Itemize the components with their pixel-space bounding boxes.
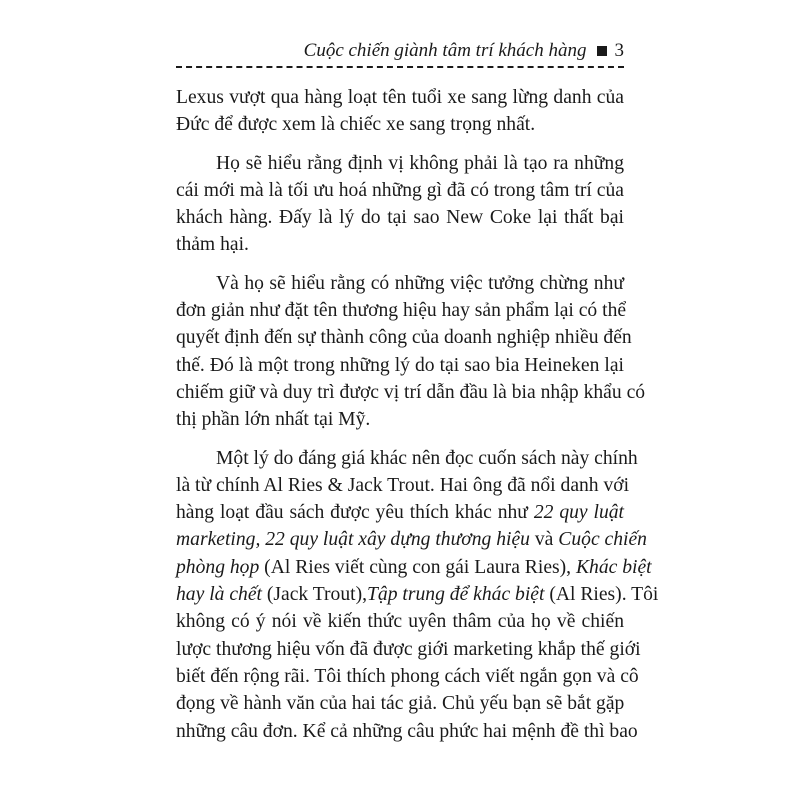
text-line [176,718,638,745]
text-run: lược thương hiệu vốn đã được giới marketing khắp thế giới [176,638,641,660]
book-title-italic: 22 quy luật [533,502,624,524]
text-line [176,204,624,231]
text-run: Lexus vượt qua hàng loạt tên tuổi xe sang lừng danh của [176,87,624,108]
text-line [176,663,639,690]
paragraph [176,445,659,745]
text-run: (Al Ries viết cùng con gái Laura Ries), [259,556,576,578]
text-run: Họ sẽ hiểu rằng định vị không phải là tạo ra những [216,152,624,174]
text-line [176,690,624,717]
text-run: và [529,529,559,551]
text-line [176,636,641,663]
text-run: thế. Đó là một trong những lý do tại sao bia Heineken lại [176,354,624,376]
text-line [176,608,624,635]
square-bullet-icon [597,46,607,56]
text-run: thảm hại. [176,234,249,256]
text-run: đọng về hành văn của hai tác giả. Chủ yếu bạn sẽ bắt gặp [176,693,625,715]
text-line [176,379,646,406]
text-line [176,352,624,379]
text-line [176,581,659,608]
text-run: biết đến rộng rãi. Tôi thích phong cách viết ngắn gọn và cô [176,665,639,687]
paragraph [176,84,624,139]
paragraph-gap [176,259,624,270]
paragraph-gap [176,434,624,445]
text-line [176,499,624,526]
text-run: (Jack Trout), [261,584,368,606]
body-text [176,84,659,745]
book-title-italic: Tập trung để khác biệt [367,584,545,606]
text-run: Đức để được xem là chiếc xe sang trọng nhất. [176,114,536,136]
text-run: những câu đơn. Kể cả những câu phức hai mệnh đề thì bao [176,720,638,742]
text-run: Một lý do đáng giá khác nên đọc cuốn sách này chính [216,447,638,469]
paragraph [176,270,646,434]
book-title: Cuộc chiến giành tâm trí khách hàng [303,40,587,61]
text-line [176,111,624,138]
book-title-italic: Khác biệt [575,556,652,578]
page-number: 3 [614,40,624,61]
text-line [176,150,624,177]
text-line [176,297,627,324]
book-title-italic: marketing, 22 quy luật xây dựng thương hiệu [176,529,530,551]
text-run: không có ý nói về kiến thức uyên thâm của họ về chiến [176,611,624,633]
text-run: Và họ sẽ hiểu rằng có những việc tưởng chừng như [216,272,624,294]
text-run: cái mới mà là tối ưu hoá những gì đã có trong tâm trí của [176,179,624,201]
running-header [176,38,624,64]
paragraph-gap [176,139,624,150]
text-run: đơn giản như đặt tên thương hiệu hay sản phẩm lại có thể [176,300,627,322]
text-run: quyết định đến sự thành công của doanh nghiệp nhiều đến [176,327,632,349]
text-line [176,270,624,297]
book-title-italic: phòng họp [176,556,260,578]
text-line [176,177,624,204]
text-line [176,472,630,499]
text-line [176,445,638,472]
text-run: hàng loạt đầu sách được yêu thích khác như [176,502,534,524]
text-run: là từ chính Al Ries & Jack Trout. Hai ông đã nổi danh với [176,474,630,496]
text-line [176,231,624,258]
book-title-italic: hay là chết [176,584,262,606]
text-run: chiếm giữ và duy trì được vị trí dẫn đầu là bia nhập khẩu có [176,381,646,403]
text-run: (Al Ries). Tôi [544,584,659,606]
text-line [176,554,652,581]
paragraph [176,150,624,259]
text-line [176,84,624,111]
text-line [176,406,624,433]
text-run: khách hàng. Đấy là lý do tại sao New Coke lại thất bại [176,207,624,229]
text-run: thị phần lớn nhất tại Mỹ. [176,409,371,431]
book-title-italic: Cuộc chiến [558,529,647,551]
header-rule [176,66,624,68]
text-line [176,526,647,553]
text-line [176,324,632,351]
